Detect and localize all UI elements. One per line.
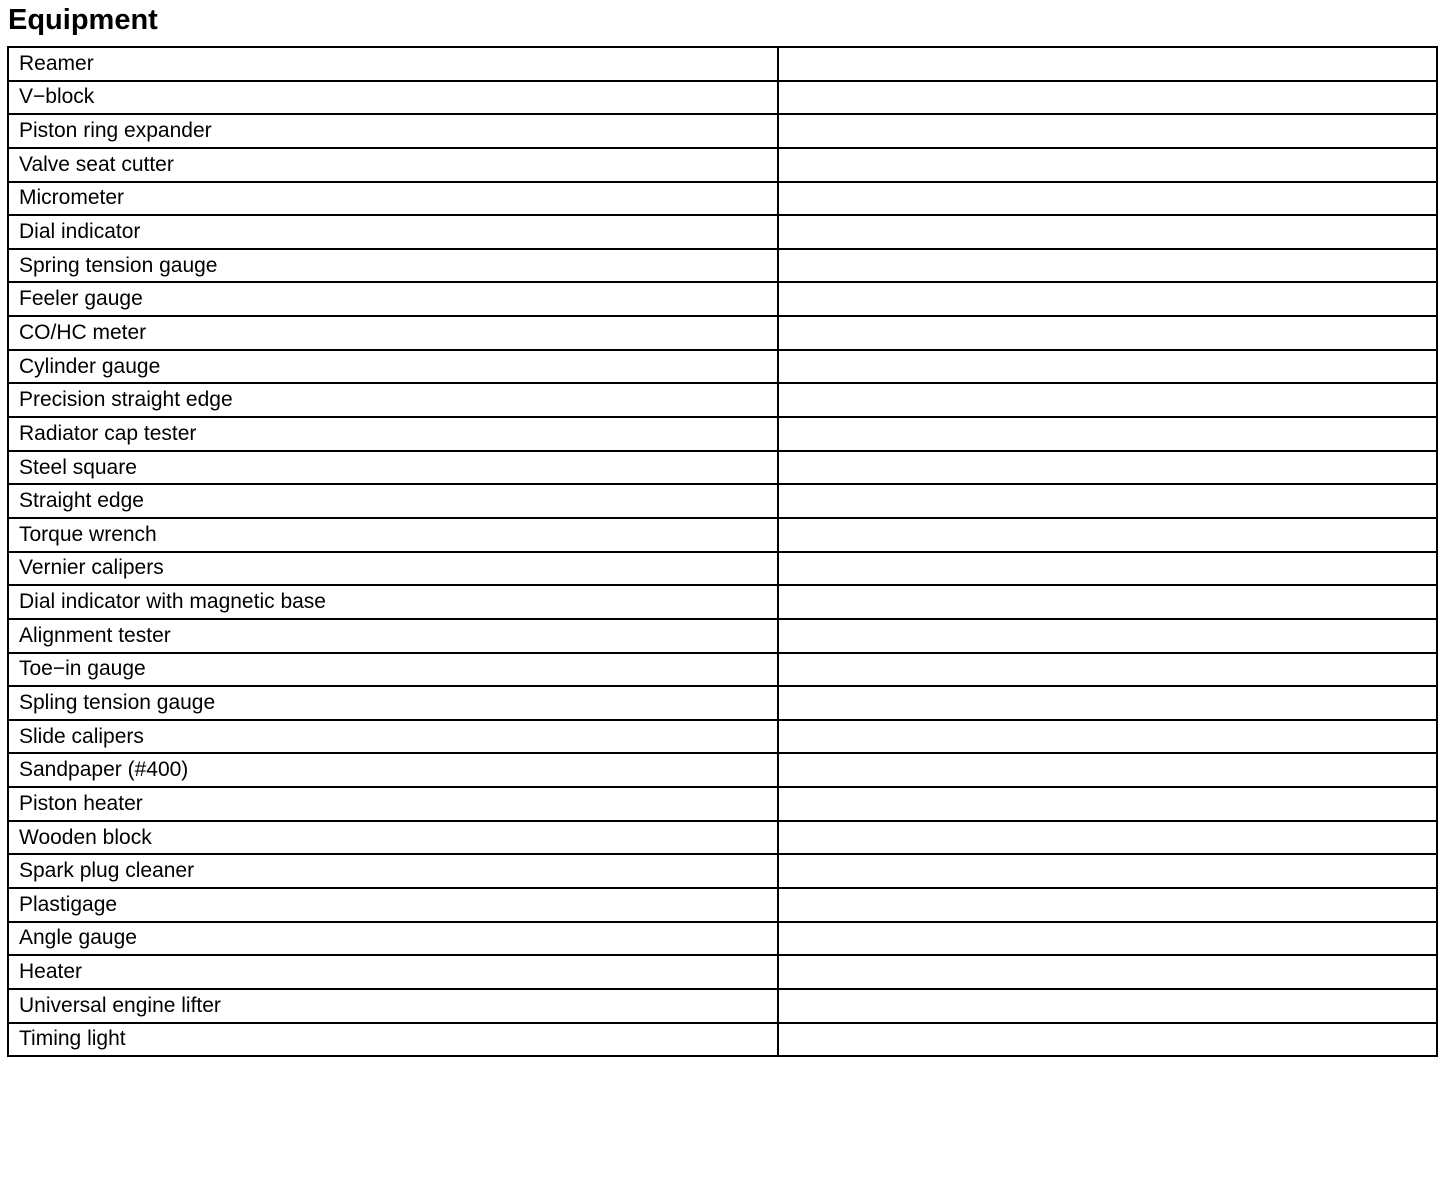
equipment-table xyxy=(7,46,1438,1057)
table-row xyxy=(8,585,1437,619)
equipment-value-cell xyxy=(778,1023,1437,1057)
equipment-name-cell: Cylinder gauge xyxy=(8,350,778,384)
equipment-name-cell: Timing light xyxy=(8,1023,778,1057)
table-row xyxy=(8,787,1437,821)
equipment-value-cell xyxy=(778,753,1437,787)
table-row xyxy=(8,686,1437,720)
equipment-value-cell xyxy=(778,720,1437,754)
equipment-name-cell: Spring tension gauge xyxy=(8,249,778,283)
equipment-name-cell: Piston heater xyxy=(8,787,778,821)
table-row xyxy=(8,753,1437,787)
equipment-value-cell xyxy=(778,787,1437,821)
table-row xyxy=(8,81,1437,115)
equipment-name-cell: Precision straight edge xyxy=(8,383,778,417)
table-row xyxy=(8,653,1437,687)
equipment-name-cell: Micrometer xyxy=(8,182,778,216)
equipment-value-cell xyxy=(778,653,1437,687)
equipment-name-cell: Wooden block xyxy=(8,821,778,855)
equipment-table-body xyxy=(8,47,1437,1056)
equipment-value-cell xyxy=(778,922,1437,956)
table-row xyxy=(8,350,1437,384)
equipment-name-cell: Alignment tester xyxy=(8,619,778,653)
table-row xyxy=(8,316,1437,350)
equipment-name-cell: Toe−in gauge xyxy=(8,653,778,687)
equipment-name-cell: Dial indicator with magnetic base xyxy=(8,585,778,619)
equipment-value-cell xyxy=(778,114,1437,148)
table-row xyxy=(8,484,1437,518)
equipment-value-cell xyxy=(778,47,1437,81)
equipment-name-cell: Slide calipers xyxy=(8,720,778,754)
table-row xyxy=(8,619,1437,653)
equipment-name-cell: Spark plug cleaner xyxy=(8,854,778,888)
table-row xyxy=(8,888,1437,922)
table-row xyxy=(8,518,1437,552)
equipment-value-cell xyxy=(778,417,1437,451)
table-row xyxy=(8,989,1437,1023)
equipment-name-cell: Straight edge xyxy=(8,484,778,518)
equipment-name-cell: Piston ring expander xyxy=(8,114,778,148)
equipment-value-cell xyxy=(778,249,1437,283)
table-row xyxy=(8,552,1437,586)
table-row xyxy=(8,854,1437,888)
table-row xyxy=(8,249,1437,283)
equipment-value-cell xyxy=(778,484,1437,518)
table-row xyxy=(8,182,1437,216)
equipment-name-cell: Sandpaper (#400) xyxy=(8,753,778,787)
equipment-name-cell: Steel square xyxy=(8,451,778,485)
equipment-name-cell: Angle gauge xyxy=(8,922,778,956)
table-row xyxy=(8,417,1437,451)
equipment-value-cell xyxy=(778,148,1437,182)
equipment-value-cell xyxy=(778,81,1437,115)
table-row xyxy=(8,215,1437,249)
equipment-value-cell xyxy=(778,821,1437,855)
equipment-value-cell xyxy=(778,686,1437,720)
equipment-name-cell: CO/HC meter xyxy=(8,316,778,350)
page-title: Equipment xyxy=(8,4,158,36)
equipment-name-cell: V−block xyxy=(8,81,778,115)
equipment-value-cell xyxy=(778,854,1437,888)
equipment-value-cell xyxy=(778,989,1437,1023)
equipment-name-cell: Vernier calipers xyxy=(8,552,778,586)
equipment-value-cell xyxy=(778,215,1437,249)
equipment-name-cell: Plastigage xyxy=(8,888,778,922)
table-row xyxy=(8,148,1437,182)
equipment-value-cell xyxy=(778,955,1437,989)
equipment-value-cell xyxy=(778,585,1437,619)
equipment-name-cell: Universal engine lifter xyxy=(8,989,778,1023)
equipment-name-cell: Valve seat cutter xyxy=(8,148,778,182)
equipment-value-cell xyxy=(778,383,1437,417)
equipment-name-cell: Torque wrench xyxy=(8,518,778,552)
table-row xyxy=(8,114,1437,148)
equipment-value-cell xyxy=(778,182,1437,216)
table-row xyxy=(8,922,1437,956)
equipment-name-cell: Dial indicator xyxy=(8,215,778,249)
table-row xyxy=(8,282,1437,316)
table-row xyxy=(8,821,1437,855)
equipment-value-cell xyxy=(778,451,1437,485)
equipment-value-cell xyxy=(778,619,1437,653)
table-row xyxy=(8,1023,1437,1057)
table-row xyxy=(8,720,1437,754)
table-row xyxy=(8,955,1437,989)
equipment-name-cell: Radiator cap tester xyxy=(8,417,778,451)
table-row xyxy=(8,451,1437,485)
equipment-value-cell xyxy=(778,552,1437,586)
equipment-name-cell: Spling tension gauge xyxy=(8,686,778,720)
equipment-value-cell xyxy=(778,518,1437,552)
equipment-name-cell: Heater xyxy=(8,955,778,989)
equipment-value-cell xyxy=(778,350,1437,384)
equipment-name-cell: Feeler gauge xyxy=(8,282,778,316)
equipment-value-cell xyxy=(778,316,1437,350)
equipment-value-cell xyxy=(778,282,1437,316)
equipment-value-cell xyxy=(778,888,1437,922)
table-row xyxy=(8,383,1437,417)
equipment-name-cell: Reamer xyxy=(8,47,778,81)
table-row xyxy=(8,47,1437,81)
